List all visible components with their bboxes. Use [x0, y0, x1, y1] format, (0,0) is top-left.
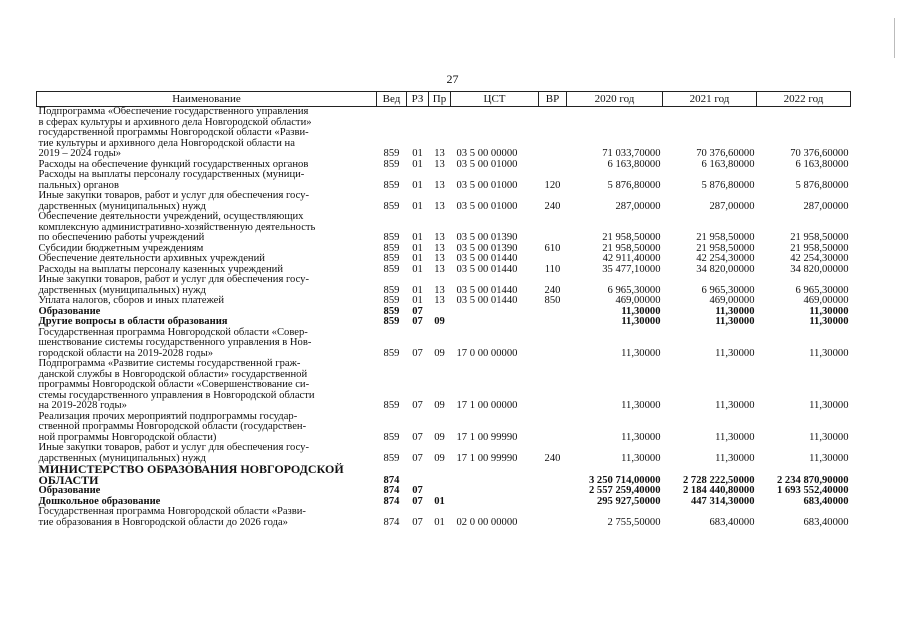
- cell-cst: 03 5 00 01390: [456, 242, 518, 254]
- cell-name: Расходы на выплаты персоналу государственных (муници- пальных) органов: [38, 169, 305, 191]
- header-cst: ЦСТ: [451, 92, 539, 107]
- header-2022: 2022 год: [757, 92, 851, 107]
- cell-rz: 07: [412, 305, 423, 317]
- cell-name: Иные закупки товаров, работ и услуг для обеспечения госу- дарственных (муниципальных) нужд: [38, 274, 310, 296]
- cell-vr: [539, 317, 567, 328]
- cell-ved: 874: [383, 474, 400, 486]
- budget-table: [36, 91, 851, 528]
- cell-name: Государственная программа Новгородской области «Совер- шенствование системы государственного управления в Нов- городской области на 2019-2028 годы»: [38, 326, 312, 359]
- cell-2020: 42 911,40000: [602, 253, 661, 264]
- cell-rz: 07: [412, 347, 423, 359]
- cell-vr: 240: [544, 452, 561, 464]
- cell-rz: 07: [412, 495, 423, 507]
- cell-rz: 07: [412, 431, 423, 443]
- cell-2020: 11,30000: [621, 316, 661, 327]
- cell-2022: 11,30000: [809, 452, 849, 464]
- cell-2021: 6 965,30000: [701, 284, 755, 296]
- table-row: [37, 107, 851, 160]
- page-number: 27: [446, 72, 459, 86]
- cell-rz: 07: [412, 485, 423, 496]
- cell-pr: 09: [434, 347, 445, 359]
- cell-vr: [539, 307, 567, 318]
- cell-pr: 13: [434, 284, 445, 296]
- cell-pr: 13: [434, 263, 445, 275]
- cell-2020: 287,00000: [615, 200, 661, 212]
- cell-2020: 11,30000: [621, 305, 661, 317]
- cell-2020: 2 557 259,40000: [588, 485, 661, 496]
- cell-vr: [539, 254, 567, 265]
- cell-2021: 11,30000: [715, 431, 755, 443]
- scan-edge-mark: [894, 18, 899, 58]
- cell-ved: 859: [383, 295, 400, 306]
- cell-pr: 13: [434, 242, 445, 254]
- cell-vr: [539, 412, 567, 444]
- cell-vr: [539, 212, 567, 244]
- table-row: [37, 296, 851, 307]
- cell-pr: 01: [434, 495, 445, 507]
- cell-2021: 469,00000: [709, 295, 755, 306]
- cell-2021: 21 958,50000: [696, 232, 755, 243]
- cell-ved: 859: [383, 452, 400, 464]
- cell-ved: 859: [383, 242, 400, 254]
- cell-vr: 610: [544, 242, 561, 254]
- table-row: [37, 328, 851, 360]
- cell-2022: 6 163,80000: [795, 158, 849, 170]
- cell-name: Подпрограмма «Развитие системы государственной граж- данской службы в Новгородской области» государственной программы Новгородской области «Совершенствование си- стемы государственного управления в Новгородской области на 2019-2028 годы»: [38, 358, 315, 411]
- cell-pr: [429, 464, 451, 486]
- cell-cst: 03 5 00 01390: [456, 232, 518, 243]
- cell-name: Иные закупки товаров, работ и услуг для обеспечения госу- дарственных (муниципальных) нужд: [38, 190, 310, 212]
- cell-rz: [407, 464, 429, 486]
- cell-2022: 5 876,80000: [795, 179, 849, 191]
- header-ved: Вед: [377, 92, 407, 107]
- cell-2022: 21 958,50000: [790, 232, 849, 243]
- cell-vr: [539, 507, 567, 528]
- cell-2021: 11,30000: [715, 305, 755, 317]
- cell-rz: 07: [412, 452, 423, 464]
- cell-rz: 01: [412, 253, 423, 264]
- table-row: [37, 359, 851, 412]
- cell-ved: 859: [383, 232, 400, 243]
- cell-pr: 09: [434, 431, 445, 443]
- table-row: [37, 254, 851, 265]
- cell-name: Образование: [38, 485, 101, 496]
- cell-vr: [539, 107, 567, 160]
- cell-name: Образование: [38, 305, 101, 317]
- cell-2022: 11,30000: [809, 400, 849, 411]
- cell-2022: 6 965,30000: [795, 284, 849, 296]
- cell-2022: 34 820,00000: [790, 263, 849, 275]
- cell-vr: 110: [544, 263, 561, 275]
- table-header-row: [37, 92, 851, 107]
- cell-2021: 2 184 440,80000: [682, 485, 755, 496]
- cell-2020: 11,30000: [621, 431, 661, 443]
- cell-2021: 11,30000: [715, 400, 755, 411]
- cell-name: Уплата налогов, сборов и иных платежей: [38, 295, 225, 306]
- cell-name: Другие вопросы в области образования: [38, 316, 228, 327]
- cell-2021: 287,00000: [709, 200, 755, 212]
- cell-2020: 6 163,80000: [607, 158, 661, 170]
- table-row: [37, 486, 851, 497]
- cell-pr: 13: [434, 253, 445, 264]
- table-row: [37, 507, 851, 528]
- cell-cst: 02 0 00 00000: [456, 516, 518, 528]
- cell-ved: 859: [383, 200, 400, 212]
- cell-rz: 01: [412, 295, 423, 306]
- header-name: Наименование: [37, 92, 377, 107]
- cell-2021: 6 163,80000: [701, 158, 755, 170]
- cell-2022: 42 254,30000: [790, 253, 849, 264]
- cell-pr: 13: [434, 148, 445, 159]
- cell-ved: 859: [383, 316, 400, 327]
- cell-rz: 01: [412, 200, 423, 212]
- cell-2020: 11,30000: [621, 400, 661, 411]
- cell-pr: 13: [434, 179, 445, 191]
- cell-cst: 17 1 00 99990: [456, 431, 518, 443]
- cell-cst: 03 5 00 01440: [456, 284, 518, 296]
- cell-rz: 01: [412, 148, 423, 159]
- cell-2020: 6 965,30000: [607, 284, 661, 296]
- cell-cst: 17 1 00 99990: [456, 452, 518, 464]
- cell-rz: 01: [412, 284, 423, 296]
- cell-2021: 11,30000: [715, 347, 755, 359]
- cell-pr: 09: [434, 400, 445, 411]
- cell-cst: 03 5 00 01000: [456, 158, 518, 170]
- cell-vr: [539, 160, 567, 171]
- cell-rz: 07: [412, 316, 423, 327]
- cell-pr: 13: [434, 200, 445, 212]
- cell-cst: [451, 497, 539, 508]
- cell-rz: 01: [412, 242, 423, 254]
- header-pr: Пр: [429, 92, 451, 107]
- cell-ved: 859: [383, 158, 400, 170]
- cell-pr: 13: [434, 232, 445, 243]
- cell-2021: 5 876,80000: [701, 179, 755, 191]
- cell-2022: 2 234 870,90000: [776, 474, 849, 486]
- cell-vr: 240: [544, 200, 561, 212]
- cell-cst: 03 5 00 01000: [456, 179, 518, 191]
- cell-pr: 01: [434, 516, 445, 528]
- table-row: [37, 464, 851, 486]
- cell-vr: 240: [544, 284, 561, 296]
- cell-ved: 859: [383, 305, 400, 317]
- cell-rz: 07: [412, 400, 423, 411]
- cell-vr: [539, 328, 567, 360]
- cell-rz: 01: [412, 179, 423, 191]
- cell-cst: 03 5 00 01440: [456, 295, 518, 306]
- cell-2020: 469,00000: [615, 295, 661, 306]
- header-rz: РЗ: [407, 92, 429, 107]
- cell-2022: 683,40000: [803, 516, 849, 528]
- cell-ved: 859: [383, 284, 400, 296]
- cell-name: МИНИСТЕРСТВО ОБРАЗОВАНИЯ НОВГОРОДСКОЙ ОБЛАСТИ: [38, 462, 344, 487]
- cell-ved: 874: [383, 495, 400, 507]
- header-2021: 2021 год: [663, 92, 757, 107]
- cell-vr: 850: [544, 295, 561, 306]
- cell-ved: 874: [383, 516, 400, 528]
- cell-ved: 859: [383, 347, 400, 359]
- cell-pr: [429, 486, 451, 497]
- cell-2020: 3 250 714,00000: [588, 474, 661, 486]
- cell-2022: 11,30000: [809, 347, 849, 359]
- cell-2020: 11,30000: [621, 347, 661, 359]
- cell-cst: [451, 486, 539, 497]
- cell-2020: 5 876,80000: [607, 179, 661, 191]
- cell-2021: 447 314,30000: [690, 495, 755, 507]
- cell-2022: 21 958,50000: [790, 242, 849, 254]
- table-row: [37, 412, 851, 444]
- table-row: [37, 317, 851, 328]
- cell-2021: 34 820,00000: [696, 263, 755, 275]
- cell-name: Субсидии бюджетным учреждениям: [38, 242, 204, 254]
- cell-pr: 13: [434, 158, 445, 170]
- cell-vr: [539, 486, 567, 497]
- cell-pr: 13: [434, 295, 445, 306]
- cell-cst: 03 5 00 01000: [456, 200, 518, 212]
- cell-cst: 03 5 00 01440: [456, 263, 518, 275]
- table-row: [37, 275, 851, 296]
- cell-2022: 683,40000: [803, 495, 849, 507]
- cell-ved: 859: [383, 263, 400, 275]
- cell-2020: 21 958,50000: [602, 242, 661, 254]
- cell-cst: 03 5 00 01440: [456, 253, 518, 264]
- cell-2022: 70 376,60000: [790, 148, 849, 159]
- cell-2021: 70 376,60000: [696, 148, 755, 159]
- cell-vr: [539, 359, 567, 412]
- cell-name: Расходы на выплаты персоналу казенных учреждений: [38, 263, 283, 275]
- cell-2020: 2 755,50000: [607, 516, 661, 528]
- cell-cst: [451, 317, 539, 328]
- cell-cst: [451, 307, 539, 318]
- cell-2022: 469,00000: [803, 295, 849, 306]
- cell-2022: 11,30000: [809, 305, 849, 317]
- cell-2020: 35 477,10000: [602, 263, 661, 275]
- cell-2021: 11,30000: [715, 452, 755, 464]
- cell-ved: 859: [383, 253, 400, 264]
- cell-name: Обеспечение деятельности архивных учреждений: [38, 253, 265, 264]
- cell-2022: 287,00000: [803, 200, 849, 212]
- header-vr: ВР: [539, 92, 567, 107]
- cell-vr: [539, 497, 567, 508]
- cell-name: Подпрограмма «Обеспечение государственного управления в сферах культуры и архивного дела Новгородской области» государственной программы Новгородской области «Разви- тие культуры и архивного дела Новгородской области на 2019 – 2024 годы»: [38, 106, 312, 159]
- table-body: [37, 107, 851, 529]
- cell-2022: 1 693 552,40000: [776, 485, 849, 496]
- table-row: [37, 443, 851, 464]
- cell-2020: 11,30000: [621, 452, 661, 464]
- cell-rz: 07: [412, 516, 423, 528]
- cell-2021: 683,40000: [709, 516, 755, 528]
- cell-rz: 01: [412, 158, 423, 170]
- cell-name: Расходы на обеспечение функций государственных органов: [38, 158, 309, 170]
- header-2020: 2020 год: [567, 92, 663, 107]
- cell-cst: 17 1 00 00000: [456, 400, 518, 411]
- table-row: [37, 212, 851, 244]
- cell-2021: 21 958,50000: [696, 242, 755, 254]
- table-row: [37, 170, 851, 191]
- cell-cst: [451, 464, 539, 486]
- cell-pr: 09: [434, 452, 445, 464]
- cell-name: Иные закупки товаров, работ и услуг для обеспечения госу- дарственных (муниципальных) нужд: [38, 442, 310, 464]
- cell-2021: 11,30000: [715, 316, 755, 327]
- cell-pr: 09: [434, 316, 445, 327]
- cell-name: Реализация прочих мероприятий подпрограммы государ- ственной программы Новгородской области (государствен- ной программы Новгородской области): [38, 410, 307, 443]
- cell-ved: 859: [383, 179, 400, 191]
- cell-ved: 859: [383, 148, 400, 159]
- cell-vr: 120: [544, 179, 561, 191]
- cell-name: Обеспечение деятельности учреждений, осуществляющих комплексную административно-хозяйственную деятельность по обеспечению работы учреждений: [38, 211, 316, 243]
- cell-name: Государственная программа Новгородской области «Разви- тие образования в Новгородской области до 2026 года»: [38, 506, 306, 528]
- cell-cst: 03 5 00 00000: [456, 148, 518, 159]
- cell-2020: 71 033,70000: [602, 148, 661, 159]
- cell-2022: 11,30000: [809, 316, 849, 327]
- cell-ved: 874: [383, 485, 400, 496]
- cell-2022: 11,30000: [809, 431, 849, 443]
- cell-rz: 01: [412, 263, 423, 275]
- cell-rz: 01: [412, 232, 423, 243]
- cell-2021: 2 728 222,50000: [682, 474, 755, 486]
- cell-2020: 21 958,50000: [602, 232, 661, 243]
- cell-2021: 42 254,30000: [696, 253, 755, 264]
- cell-ved: 859: [383, 431, 400, 443]
- table-row: [37, 191, 851, 212]
- cell-ved: 859: [383, 400, 400, 411]
- cell-2020: 295 927,50000: [596, 495, 661, 507]
- cell-name: Дошкольное образование: [38, 495, 161, 507]
- cell-cst: 17 0 00 00000: [456, 347, 518, 359]
- cell-vr: [539, 464, 567, 486]
